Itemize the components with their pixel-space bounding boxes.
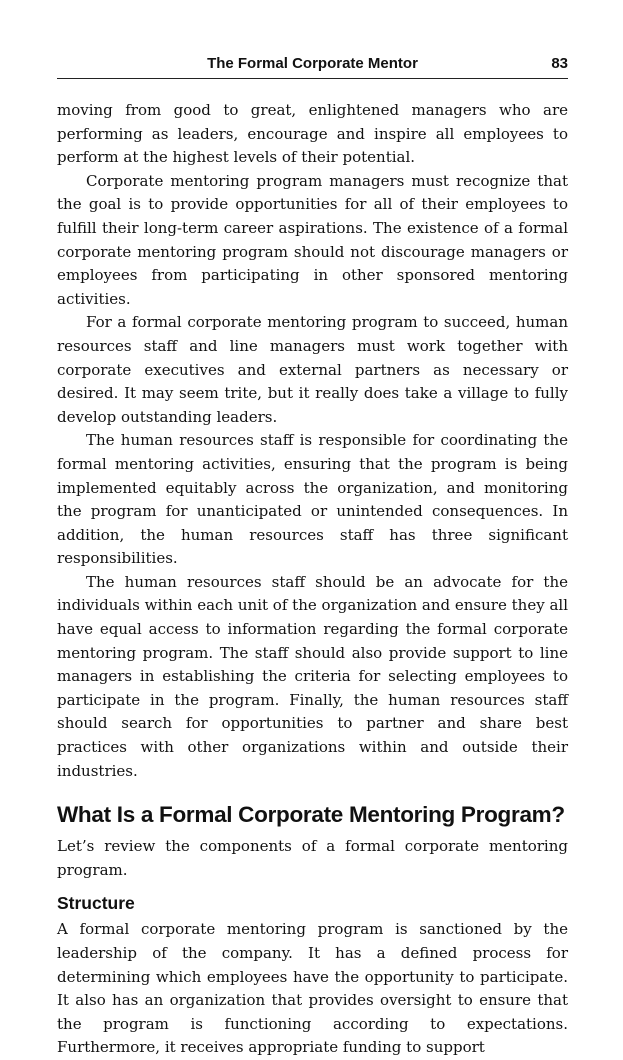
paragraph: For a formal corporate mentoring program to succeed, human resources staff and line managers must work together with corporate executives and external partners as necessary or desired. It may seem trite, but it really does take a village to fully develop outstanding leaders.	[57, 313, 568, 426]
paragraph: The human resources staff should be an advocate for the individuals within each unit of the organization and ensure they all have equal access to information regarding the formal corporate mentoring program. The staff should also provide support to line managers in establishing the criteria for selecting employees to participate in the program. Finally, the human resources staff should search for opportunities to partner and share best practices with other organizations within and outside their industries.	[57, 572, 568, 780]
paragraph: moving from good to great, enlightened managers who are performing as leaders, encourage and inspire all employees to perform at the highest levels of their potential.	[57, 101, 568, 167]
running-title: The Formal Corporate Mentor	[207, 55, 418, 72]
paragraph: The human resources staff is responsible for coordinating the formal mentoring activities, ensuring that the program is being implemented equitably across the organization, and monitoring the program for unanticipated or unintended consequences. In addition, the human resources staff has three significant responsibilities.	[57, 431, 568, 568]
section-intro: Let’s review the components of a formal corporate mentoring program.	[57, 837, 568, 879]
section-heading: What Is a Formal Corporate Mentoring Program?	[57, 802, 565, 828]
running-header	[57, 52, 568, 79]
paragraph: Corporate mentoring program managers must recognize that the goal is to provide opportunities for all of their employees to fulfill their long-term career aspirations. The existence of a formal corporate mentoring program should not discourage managers or employees from participating in other sponsored mentoring activities.	[57, 171, 568, 308]
page-number: 83	[551, 55, 568, 72]
paragraph: A formal corporate mentoring program is sanctioned by the leadership of the company. It has a defined process for determining which employees have the opportunity to participate. It also has an organization that provides oversight to ensure that the program is functioning according to expectations. Furthermore, it receives appropriate funding to support	[57, 920, 568, 1057]
body-text	[57, 99, 568, 1060]
subsection-heading: Structure	[57, 893, 135, 914]
